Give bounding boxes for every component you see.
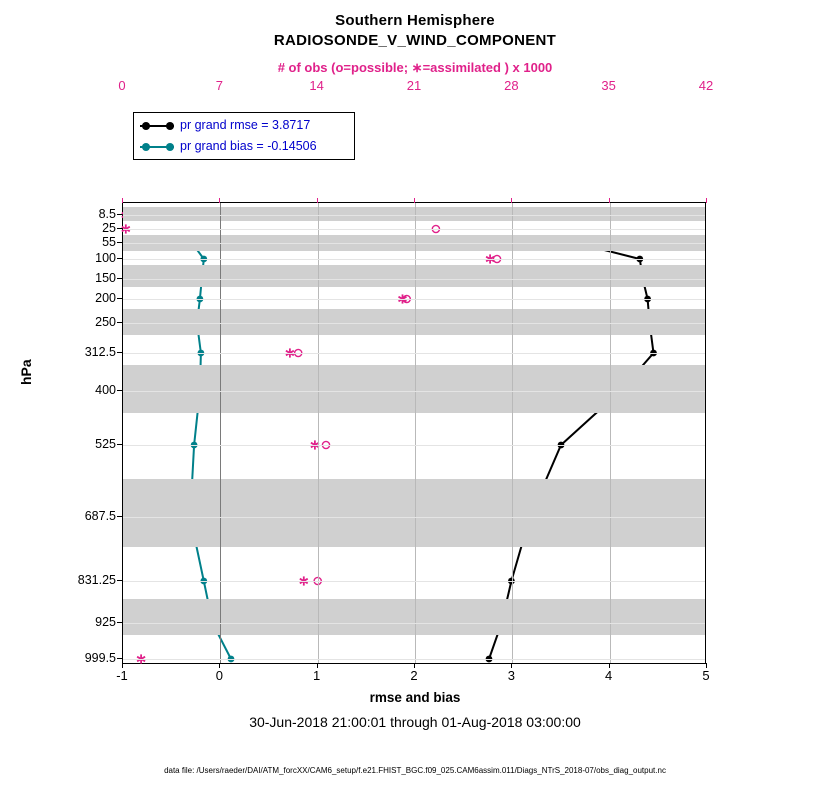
x-tick-label-top: 35 — [601, 78, 616, 93]
y-tick-label: 925 — [95, 615, 116, 629]
time-range-subtitle: 30-Jun-2018 21:00:01 through 01-Aug-2018 03:00:00 — [249, 714, 581, 730]
x-tick-label-bottom: 4 — [605, 668, 613, 683]
legend-dot-bias-right — [166, 143, 174, 151]
shaded-band — [123, 309, 705, 335]
horizontal-gridline — [123, 391, 705, 392]
y-tick-label: 8.5 — [98, 207, 116, 221]
plot-area — [122, 202, 706, 664]
rmse-line — [489, 243, 654, 659]
y-tick-mark — [117, 322, 122, 323]
x-tick-mark-top — [706, 198, 707, 203]
x-tick-label-top: 14 — [309, 78, 324, 93]
title-line-2: RADIOSONDE_V_WIND_COMPONENT — [273, 32, 557, 49]
x-tick-mark-top — [414, 198, 415, 203]
horizontal-gridline — [123, 445, 705, 446]
x-tick-label-top: 0 — [118, 78, 126, 93]
y-tick-label: 25 — [102, 221, 116, 235]
x-tick-mark-bottom — [219, 663, 220, 668]
x-tick-mark-bottom — [122, 663, 123, 668]
x-tick-label-bottom: 3 — [507, 668, 515, 683]
y-tick-label: 55 — [102, 235, 116, 249]
x-tick-mark-top — [122, 198, 123, 203]
x-tick-mark-top — [219, 198, 220, 203]
horizontal-gridline — [123, 659, 705, 660]
data-file-caption: data file: /Users/raeder/DAI/ATM_forcXX/CAM6_setup/f.e21.FHIST_BGC.f09_025.CAM6assim.011/Diags_NTrS_2018-07/obs_diag_output.nc — [164, 766, 666, 775]
y-tick-label: 150 — [95, 271, 116, 285]
y-tick-label: 831.25 — [77, 573, 116, 587]
y-tick-label: 200 — [95, 291, 116, 305]
title-line-1: Southern Hemisphere — [335, 12, 495, 29]
shaded-band — [123, 207, 705, 221]
horizontal-gridline — [123, 353, 705, 354]
shaded-band — [123, 599, 705, 635]
shaded-band — [123, 365, 705, 413]
x-tick-label-top: 42 — [698, 78, 714, 93]
vertical-gridline — [610, 203, 611, 663]
x-tick-label-top: 21 — [406, 78, 422, 93]
y-tick-label: 999.5 — [84, 651, 116, 665]
x-tick-mark-bottom — [511, 663, 512, 668]
horizontal-gridline — [123, 215, 705, 216]
y-tick-mark — [117, 352, 122, 353]
y-axis-label: hPa — [18, 359, 34, 385]
y-tick-label: 687.5 — [84, 509, 116, 523]
horizontal-gridline — [123, 323, 705, 324]
x-tick-label-top: 7 — [215, 78, 223, 93]
legend-dot-rmse-left — [142, 122, 150, 130]
shaded-band — [123, 479, 705, 547]
legend-dot-bias-left — [142, 143, 150, 151]
legend-item-bias — [134, 137, 354, 157]
y-tick-mark — [117, 228, 122, 229]
x-tick-label-bottom: 5 — [702, 668, 710, 683]
vertical-gridline — [415, 203, 416, 663]
bias-line — [190, 243, 231, 659]
legend-label-bias: pr grand bias = -0.14506 — [180, 139, 317, 153]
y-tick-label: 250 — [95, 315, 116, 329]
vertical-gridline — [220, 203, 221, 663]
legend-label-rmse: pr grand rmse = 3.8717 — [180, 118, 311, 132]
y-tick-label: 312.5 — [84, 345, 116, 359]
horizontal-gridline — [123, 581, 705, 582]
y-tick-label: 100 — [95, 251, 116, 265]
y-tick-mark — [117, 258, 122, 259]
horizontal-gridline — [123, 517, 705, 518]
y-tick-label: 525 — [95, 437, 116, 451]
x-tick-label-top: 28 — [504, 78, 519, 93]
x-tick-label-bottom: 0 — [215, 668, 223, 683]
legend-item-rmse — [134, 116, 354, 136]
y-tick-mark — [117, 242, 122, 243]
legend-dot-rmse-right — [166, 122, 174, 130]
y-tick-mark — [117, 516, 122, 517]
x-tick-mark-top — [511, 198, 512, 203]
x-tick-label-bottom: -1 — [116, 668, 128, 683]
y-tick-mark — [117, 580, 122, 581]
horizontal-gridline — [123, 243, 705, 244]
top-axis-label: # of obs (o=possible; ∗=assimilated ) x 1000 — [277, 60, 553, 75]
x-tick-mark-top — [317, 198, 318, 203]
x-axis-label: rmse and bias — [369, 690, 461, 705]
horizontal-gridline — [123, 623, 705, 624]
x-tick-mark-bottom — [609, 663, 610, 668]
horizontal-gridline — [123, 229, 705, 230]
y-tick-mark — [117, 444, 122, 445]
horizontal-gridline — [123, 259, 705, 260]
y-tick-mark — [117, 658, 122, 659]
horizontal-gridline — [123, 279, 705, 280]
y-tick-mark — [117, 390, 122, 391]
vertical-gridline — [318, 203, 319, 663]
y-tick-mark — [117, 298, 122, 299]
x-tick-mark-bottom — [706, 663, 707, 668]
y-tick-mark — [117, 278, 122, 279]
vertical-gridline — [512, 203, 513, 663]
y-tick-mark — [117, 622, 122, 623]
horizontal-gridline — [123, 299, 705, 300]
y-tick-label: 400 — [95, 383, 116, 397]
chart-legend — [133, 112, 355, 160]
x-tick-label-bottom: 1 — [313, 668, 321, 683]
chart-title — [0, 12, 830, 49]
x-tick-mark-bottom — [317, 663, 318, 668]
y-tick-mark — [117, 214, 122, 215]
x-tick-label-bottom: 2 — [410, 668, 418, 683]
x-tick-mark-bottom — [414, 663, 415, 668]
x-tick-mark-top — [609, 198, 610, 203]
shaded-band — [123, 265, 705, 287]
